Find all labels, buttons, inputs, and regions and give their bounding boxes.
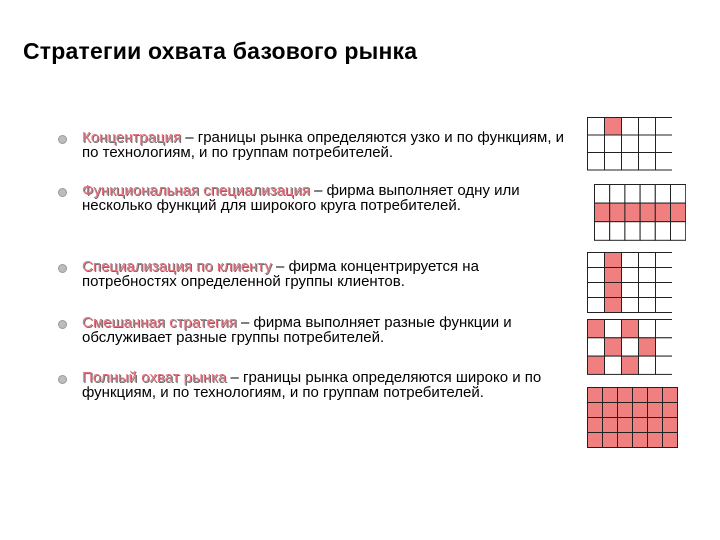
bullet-icon <box>58 188 67 197</box>
grid-cell-filled <box>588 356 605 374</box>
strategy-description: – фирма выполняет одну или несколько функций для широкого круга потребителей. <box>82 182 520 214</box>
grid-cell-empty <box>656 253 673 268</box>
grid-cell-empty <box>639 320 656 338</box>
grid-cell-filled <box>603 418 618 433</box>
strategy-term: Полный охват рынка <box>82 369 227 386</box>
grid-cell-empty <box>656 338 673 356</box>
grid-cell-empty <box>588 153 605 171</box>
grid-cell-empty <box>622 135 639 153</box>
grid-cell-empty <box>656 298 673 313</box>
strategy-item-client <box>82 259 562 289</box>
grid-cell-filled <box>648 403 663 418</box>
grid-cell-empty <box>605 153 622 171</box>
grid-cell-filled <box>610 203 625 222</box>
grid-cell-empty <box>588 338 605 356</box>
grid-cell-empty <box>639 153 656 171</box>
grid-cell-empty <box>639 268 656 283</box>
strategy-item-mixed <box>82 315 552 345</box>
market-grid-full <box>587 387 679 449</box>
grid-cell-empty <box>610 185 625 204</box>
grid-cell-empty <box>622 338 639 356</box>
strategy-term: Функциональная специализация <box>82 182 310 199</box>
grid-cell-filled <box>595 203 610 222</box>
grid-cell-empty <box>588 253 605 268</box>
market-grid-functional <box>594 184 686 243</box>
bullet-icon <box>58 264 67 273</box>
grid-cell-empty <box>639 283 656 298</box>
grid-cell-empty <box>639 356 656 374</box>
grid-cell-empty <box>640 185 655 204</box>
grid-cell-filled <box>671 203 686 222</box>
grid-cell-filled <box>639 338 656 356</box>
grid-cell-empty <box>656 356 673 374</box>
grid-cell-filled <box>640 203 655 222</box>
grid-cell-empty <box>605 320 622 338</box>
grid-cell-filled <box>605 298 622 313</box>
grid-cell-empty <box>622 153 639 171</box>
grid-cell-empty <box>622 253 639 268</box>
strategy-description: – границы рынка определяются широко и по функциям, и по технологиям, и по группам потребителей. <box>82 369 542 401</box>
grid-cell-filled <box>648 433 663 448</box>
strategy-description: – фирма выполняет разные функции и обслуживает разные группы потребителей. <box>82 314 512 346</box>
grid-cell-filled <box>618 388 633 403</box>
grid-cell-empty <box>622 283 639 298</box>
grid-cell-filled <box>603 433 618 448</box>
grid-cell-empty <box>588 298 605 313</box>
grid-cell-empty <box>605 356 622 374</box>
grid-cell-filled <box>588 320 605 338</box>
grid-cell-empty <box>671 185 686 204</box>
grid-cell-empty <box>625 222 640 241</box>
grid-cell-filled <box>648 418 663 433</box>
strategy-item-functional <box>82 183 557 213</box>
market-grid-concentration <box>587 117 672 173</box>
grid-cell-filled <box>603 388 618 403</box>
grid-cell-empty <box>622 298 639 313</box>
strategy-term: Специализация по клиенту <box>82 258 272 275</box>
grid-cell-filled <box>633 433 648 448</box>
grid-cell-filled <box>663 433 678 448</box>
grid-cell-empty <box>588 135 605 153</box>
strategy-term: Смешанная стратегия <box>82 314 237 331</box>
grid-cell-empty <box>639 135 656 153</box>
grid-cell-filled <box>625 203 640 222</box>
grid-cell-filled <box>603 403 618 418</box>
grid-cell-empty <box>655 222 670 241</box>
bullet-icon <box>58 135 67 144</box>
grid-cell-filled <box>605 253 622 268</box>
grid-cell-empty <box>588 118 605 136</box>
grid-cell-filled <box>663 403 678 418</box>
grid-cell-filled <box>605 338 622 356</box>
grid-cell-empty <box>640 222 655 241</box>
grid-cell-filled <box>588 388 603 403</box>
grid-cell-empty <box>656 320 673 338</box>
grid-cell-empty <box>595 222 610 241</box>
grid-cell-filled <box>588 403 603 418</box>
strategy-item-concentration <box>82 130 582 160</box>
grid-cell-empty <box>595 185 610 204</box>
grid-cell-filled <box>663 388 678 403</box>
grid-cell-filled <box>663 418 678 433</box>
grid-cell-empty <box>639 118 656 136</box>
grid-cell-filled <box>605 283 622 298</box>
grid-cell-empty <box>656 153 673 171</box>
grid-cell-filled <box>588 418 603 433</box>
strategy-description: – границы рынка определяются узко и по функциям, и по технологиям, и по группам потребителей. <box>82 129 565 161</box>
grid-cell-empty <box>656 283 673 298</box>
grid-cell-filled <box>633 388 648 403</box>
grid-cell-filled <box>622 356 639 374</box>
grid-cell-filled <box>618 403 633 418</box>
grid-cell-filled <box>633 418 648 433</box>
grid-cell-empty <box>625 185 640 204</box>
market-grid-client <box>587 252 672 315</box>
grid-cell-empty <box>605 135 622 153</box>
grid-cell-empty <box>622 118 639 136</box>
grid-cell-empty <box>671 222 686 241</box>
grid-cell-filled <box>622 320 639 338</box>
grid-cell-filled <box>618 433 633 448</box>
grid-cell-filled <box>618 418 633 433</box>
grid-cell-empty <box>655 185 670 204</box>
bullet-icon <box>58 375 67 384</box>
grid-cell-filled <box>655 203 670 222</box>
strategy-term: Концентрация <box>82 129 182 146</box>
grid-cell-filled <box>648 388 663 403</box>
grid-cell-empty <box>588 283 605 298</box>
grid-cell-filled <box>588 433 603 448</box>
strategy-description: – фирма концентрируется на потребностях определенной группы клиентов. <box>82 258 479 290</box>
grid-cell-empty <box>656 268 673 283</box>
grid-cell-empty <box>639 253 656 268</box>
grid-cell-empty <box>656 135 673 153</box>
grid-cell-empty <box>639 298 656 313</box>
slide-title: Стратегии охвата базового рынка <box>23 38 418 64</box>
grid-cell-empty <box>622 268 639 283</box>
grid-cell-empty <box>588 268 605 283</box>
grid-cell-empty <box>610 222 625 241</box>
grid-cell-filled <box>605 118 622 136</box>
grid-cell-filled <box>633 403 648 418</box>
grid-cell-filled <box>605 268 622 283</box>
strategy-item-full <box>82 370 557 400</box>
bullet-icon <box>58 320 67 329</box>
market-grid-mixed <box>587 319 672 376</box>
grid-cell-empty <box>656 118 673 136</box>
